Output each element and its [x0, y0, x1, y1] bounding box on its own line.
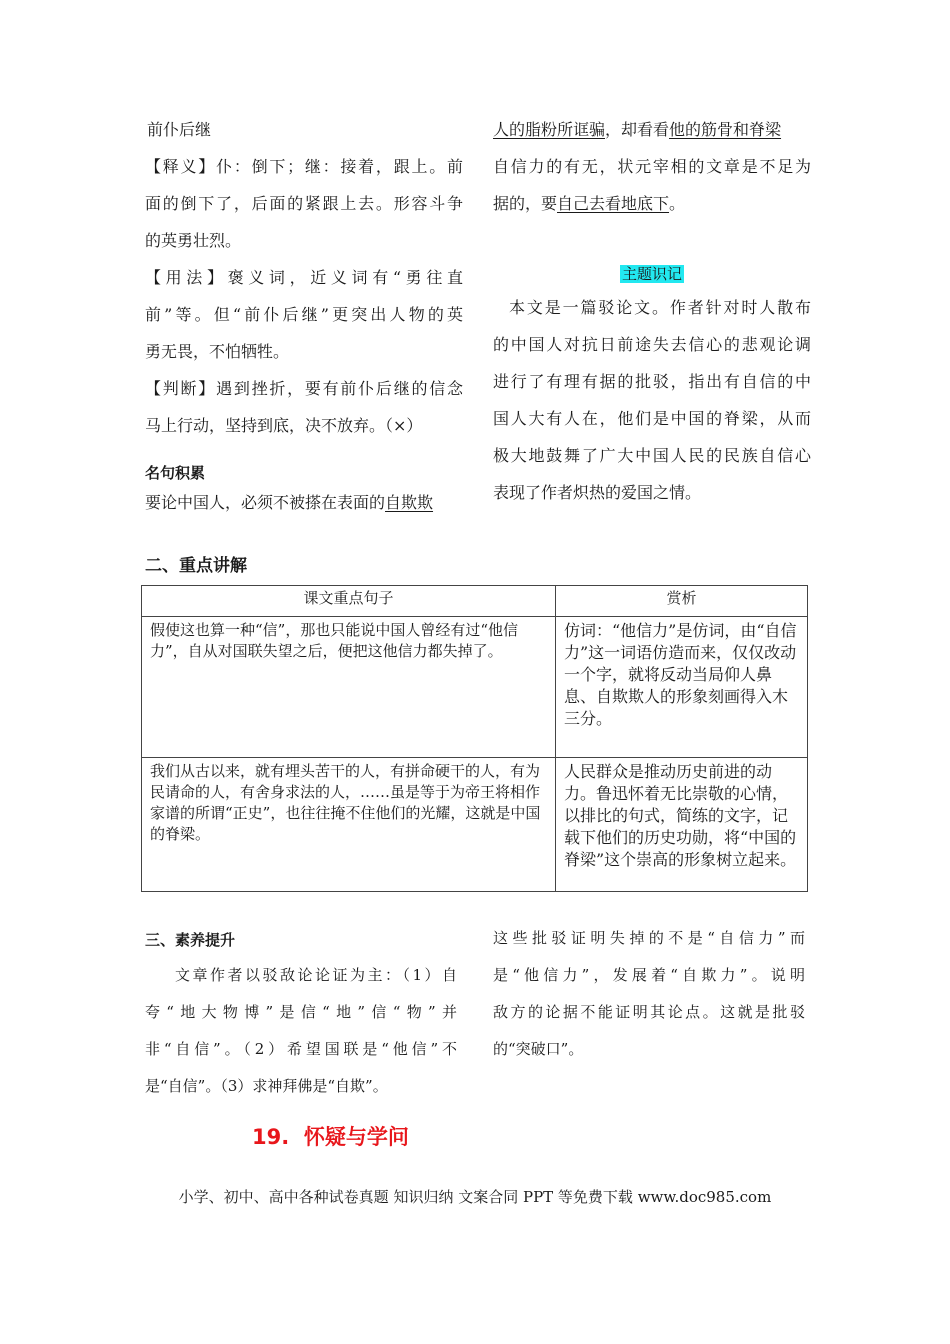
quote-line3-b: 。 — [669, 194, 686, 213]
section3-left-line-3: 非“自信”。（2）希望国联是“他信”不 — [145, 1040, 457, 1058]
theme-line-1: 本文是一篇驳论文。作者针对时人散布 — [509, 298, 811, 317]
next-lesson-title: 19. 怀疑与学问 — [252, 1125, 409, 1149]
section3-left-line-2: 夸“地大物博”是信“地”信“物”并 — [145, 1003, 457, 1021]
table-cell-analysis-1: 仿词：“他信力”是仿词，由“自信力”这一词语仿造而来，仅仅改动一个字，就将反动当局仰人鼻息、自欺欺人的形象刻画得入木三分。 — [556, 617, 808, 758]
idiom-title: 前仆后继 — [147, 120, 212, 139]
judge-text-1: 遇到挫折，要有前仆后继的信念 — [216, 379, 463, 398]
table-cell-analysis-2: 人民群众是推动历史前进的动力。鲁迅怀着无比崇敬的心情，以排比的句式，简练的文字，记载下他们的历史功勋，将“中国的脊梁”这个崇高的形象树立起来。 — [556, 758, 808, 892]
section2-heading: 二、重点讲解 — [145, 556, 247, 576]
quote-underlined-3: 他的筋骨和脊梁 — [669, 120, 782, 139]
quote-continued-line-1 — [493, 111, 811, 148]
table-header-analysis: 赏析 — [556, 586, 808, 617]
meaning-line-2: 面的倒下了，后面的紧跟上去。形容斗争 — [145, 194, 463, 213]
quote-line-1 — [145, 488, 463, 518]
meaning-line-3: 的英勇壮烈。 — [145, 231, 242, 250]
section3-right-line-4: 的“突破口”。 — [493, 1040, 584, 1058]
theme-line-3: 进行了有理有据的批驳，指出有自信的中 — [493, 372, 811, 391]
section3-left-line-1: 文章作者以驳敌论论证为主：（1）自 — [175, 966, 457, 984]
quote-line3-a: 据的，要 — [493, 194, 558, 213]
table-header-row — [142, 586, 808, 617]
section3-right-line-2: 是“他信力”，发展着“自欺力”。说明 — [493, 966, 805, 984]
quote-underlined-2: 人的脂粉所诓骗 — [493, 120, 606, 139]
table-cell-sentence-2: 我们从古以来，就有埋头苦干的人，有拼命硬干的人，有为民请命的人，有舍身求法的人，……虽是等于为帝王将相作家谱的所谓“正史”，也往往掩不住他们的光耀，这就是中国的脊梁。 — [142, 758, 556, 892]
table-header-sentence: 课文重点句子 — [142, 586, 556, 617]
theme-line-2: 的中国人对抗日前途失去信心的悲观论调 — [493, 335, 811, 354]
meaning-line-1 — [145, 148, 463, 185]
usage-label: 【用法】 — [145, 268, 228, 287]
quote-heading: 名句积累 — [145, 464, 206, 482]
theme-heading-row — [493, 259, 811, 289]
meaning-label: 【释义】 — [145, 157, 217, 176]
section3-right-column — [493, 920, 805, 1068]
quote-underlined-1: 自欺欺 — [385, 493, 434, 512]
section3-heading: 三、素养提升 — [145, 931, 236, 949]
table-row — [142, 617, 808, 758]
theme-heading: 主题识记 — [621, 265, 682, 283]
right-column — [493, 111, 811, 511]
quote-text: 要论中国人，必须不被搽在表面的 — [145, 493, 386, 512]
judge-label: 【判断】 — [145, 379, 217, 398]
theme-line-5: 极大地鼓舞了广大中国人民的民族自信心 — [493, 446, 811, 465]
key-sentences-table — [141, 585, 808, 892]
section3-right-line-1: 这些批驳证明失掉的不是“自信力”而 — [493, 929, 805, 947]
usage-line-3: 勇无畏，不怕牺牲。 — [145, 342, 290, 361]
quote-underlined-4: 自己去看地底下 — [557, 194, 670, 213]
left-column — [145, 111, 463, 518]
judge-line-2: 马上行动，坚持到底，决不放弃。（×） — [145, 416, 423, 435]
judge-line-1 — [145, 370, 463, 407]
section3-right-line-3: 敌方的论据不能证明其论点。这就是批驳 — [493, 1003, 805, 1021]
section3-left-column — [145, 957, 457, 1105]
footer-text: 小学、初中、高中各种试卷真题 知识归纳 文案合同 PPT 等免费下载 www.doc985.com — [178, 1188, 772, 1206]
usage-text-1: 褒义词，近义词有“勇往直 — [227, 268, 463, 287]
theme-line-4: 国人大有人在，他们是中国的脊梁，从而 — [493, 409, 811, 428]
quote-mid: ，却看看 — [605, 120, 670, 139]
quote-continued-line-3 — [493, 185, 811, 222]
table-row — [142, 758, 808, 892]
quote-continued-line-2: 自信力的有无，状元宰相的文章是不足为 — [493, 157, 811, 176]
meaning-text-1: 仆：倒下；继：接着，跟上。前 — [216, 157, 463, 176]
usage-line-2: 前”等。但“前仆后继”更突出人物的英 — [145, 305, 463, 324]
table-cell-sentence-1: 假使这也算一种“信”，那也只能说中国人曾经有过“他信力”，自从对国联失望之后，便把这他信力都失掉了。 — [142, 617, 556, 758]
section3-left-line-4: 是“自信”。（3）求神拜佛是“自欺”。 — [145, 1077, 388, 1095]
usage-line-1 — [145, 259, 463, 296]
theme-line-6: 表现了作者炽热的爱国之情。 — [493, 483, 702, 502]
